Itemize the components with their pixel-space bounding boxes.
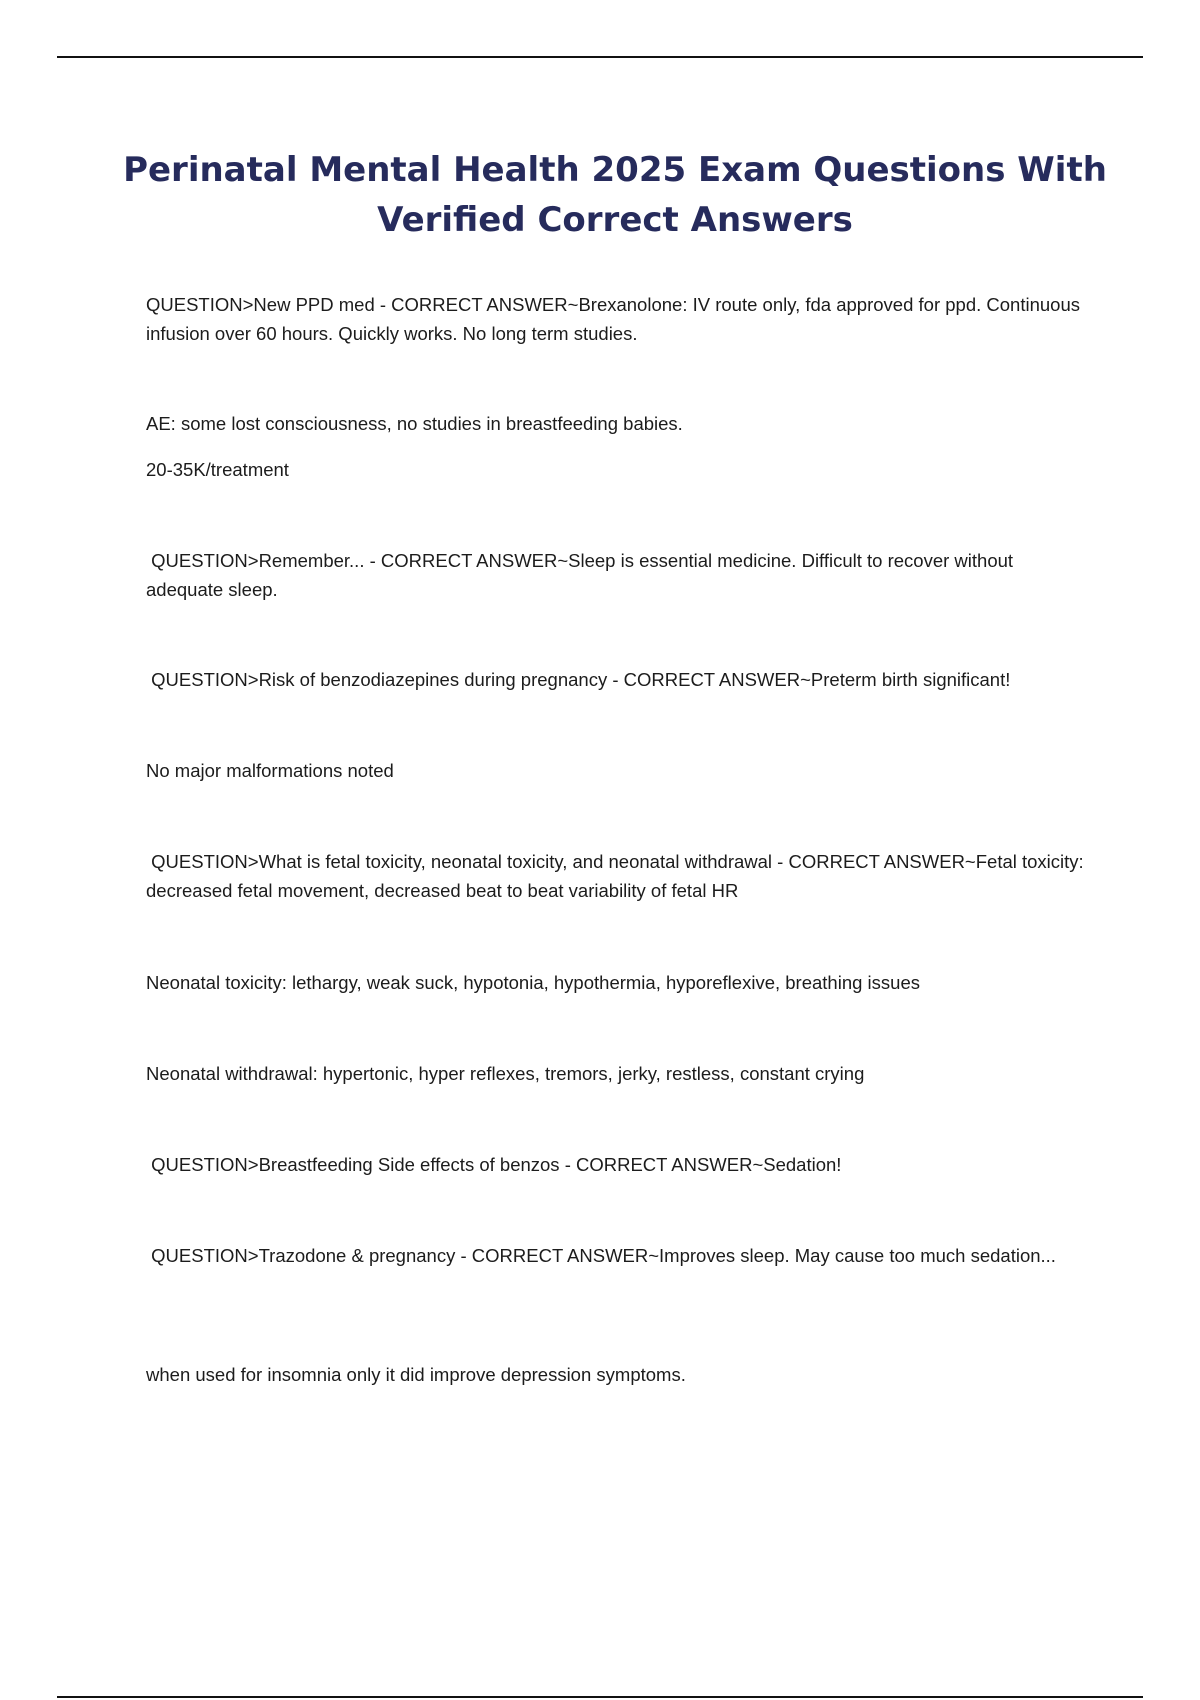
qa-paragraph: AE: some lost consciousness, no studies in breastfeeding babies.: [146, 413, 683, 434]
qa-paragraph: QUESTION>Breastfeeding Side effects of benzos - CORRECT ANSWER~Sedation!: [146, 1154, 842, 1175]
qa-paragraph: QUESTION>Remember... - CORRECT ANSWER~Sleep is essential medicine. Difficult to recover without adequate sleep.: [146, 550, 1019, 600]
bottom-divider: [57, 1696, 1143, 1698]
qa-paragraph: No major malformations noted: [146, 760, 394, 781]
document-title: Perinatal Mental Health 2025 Exam Questions With Verified Correct Answers: [123, 150, 1107, 240]
qa-paragraph: QUESTION>What is fetal toxicity, neonatal toxicity, and neonatal withdrawal - CORRECT ANSWER~Fetal toxicity: decreased fetal movement, decreased beat to beat variability of fetal HR: [146, 851, 1089, 901]
qa-paragraph: QUESTION>Risk of benzodiazepines during pregnancy - CORRECT ANSWER~Preterm birth significant!: [146, 669, 1011, 690]
top-divider: [57, 56, 1143, 58]
qa-paragraph: Neonatal withdrawal: hypertonic, hyper reflexes, tremors, jerky, restless, constant crying: [146, 1063, 865, 1084]
qa-paragraph: QUESTION>New PPD med - CORRECT ANSWER~Brexanolone: IV route only, fda approved for ppd. Continuous infusion over 60 hours. Quickly works. No long term studies.: [146, 294, 1086, 344]
qa-paragraph: Neonatal toxicity: lethargy, weak suck, hypotonia, hypothermia, hyporeflexive, breathing issues: [146, 972, 920, 993]
qa-paragraph: QUESTION>Trazodone & pregnancy - CORRECT ANSWER~Improves sleep. May cause too much sedation...: [146, 1245, 1056, 1266]
qa-paragraph: 20-35K/treatment: [146, 459, 289, 480]
qa-paragraph: when used for insomnia only it did improve depression symptoms.: [146, 1364, 686, 1385]
